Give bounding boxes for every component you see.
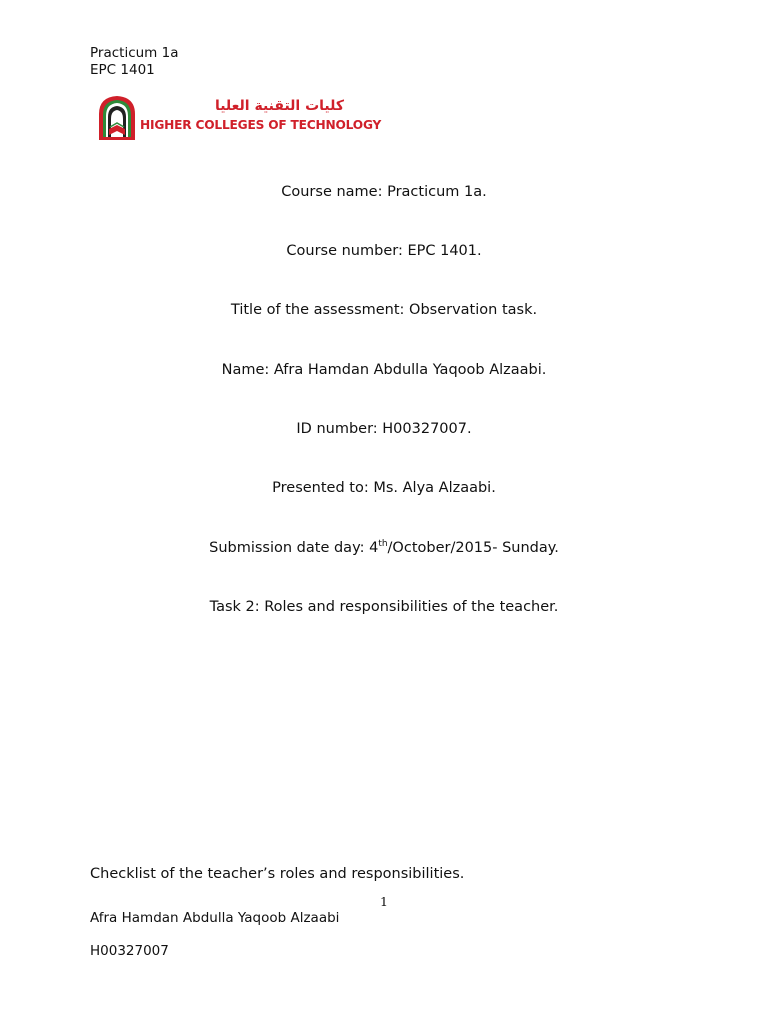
header-course-code: EPC 1401 [90,62,155,78]
submission-prefix: Submission date day: 4 [209,540,379,556]
hct-emblem-icon [96,94,138,140]
logo-arabic-text: كليات التقنية العليا [214,98,344,114]
page-number: 1 [380,894,388,909]
footer-student-name: Afra Hamdan Abdulla Yaqoob Alzaabi [90,910,340,926]
submission-date-line [0,538,768,558]
presented-to-line: Presented to: Ms. Alya Alzaabi. [272,480,496,496]
logo-english-text: HIGHER COLLEGES OF TECHNOLOGY [140,118,382,132]
header-course: Practicum 1a [90,45,179,61]
course-name-line: Course name: Practicum 1a. [281,184,487,200]
hct-logo [96,94,382,142]
assessment-title-line: Title of the assessment: Observation task. [230,302,538,318]
submission-ordinal: th [378,539,388,549]
checklist-heading: Checklist of the teacher’s roles and responsibilities. [90,866,465,882]
footer-student-id: H00327007 [90,943,169,959]
id-number-line: ID number: H00327007. [296,421,472,437]
submission-suffix: /October/2015- Sunday. [387,540,559,556]
task-line: Task 2: Roles and responsibilities of the teacher. [209,599,559,615]
course-number-line: Course number: EPC 1401. [286,243,482,259]
student-name-line: Name: Afra Hamdan Abdulla Yaqoob Alzaabi. [221,362,547,378]
